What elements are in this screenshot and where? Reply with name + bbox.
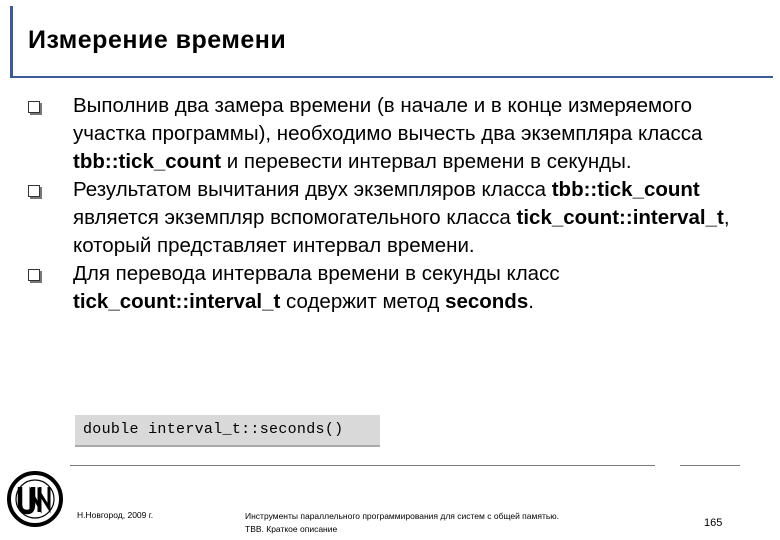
footer-course-line: Инструменты параллельного программирования для систем с общей памятью.	[245, 511, 560, 521]
bullet-item	[28, 176, 768, 260]
bullet-item	[28, 260, 768, 316]
bullet-list	[28, 92, 768, 316]
square-bullet-icon	[28, 269, 40, 281]
bullet-text: Результатом вычитания двух экземпляров класса tbb::tick_count является экземпляр вспомогательного класса tick_count::interval_t, который представляет интервал времени.	[73, 178, 730, 257]
footer-divider	[240, 465, 655, 466]
code-text: double interval_t::seconds()	[83, 421, 344, 438]
footer-location-date: Н.Новгород, 2009 г.	[77, 510, 154, 520]
slide-title: Измерение времени	[28, 26, 287, 54]
square-bullet-icon	[28, 101, 40, 113]
university-logo	[6, 470, 64, 528]
bullet-text: Выполнив два замера времени (в начале и в конце измеряемого участка программы), необходимо вычесть два экземпляра класса tbb::tick_count и перевести интервал времени в секунды.	[73, 94, 703, 173]
page-number: 165	[704, 517, 723, 529]
footer-course-line: TBB. Краткое описание	[245, 524, 338, 534]
code-snippet	[75, 415, 380, 447]
footer-divider	[70, 465, 248, 466]
bullet-text: Для перевода интервала времени в секунды класс tick_count::interval_t содержит метод seconds.	[73, 262, 560, 313]
unn-logo-icon	[6, 470, 64, 528]
bullet-item	[28, 92, 768, 176]
square-bullet-icon	[28, 185, 40, 197]
footer-course-title	[245, 510, 559, 536]
footer-divider	[680, 465, 740, 466]
